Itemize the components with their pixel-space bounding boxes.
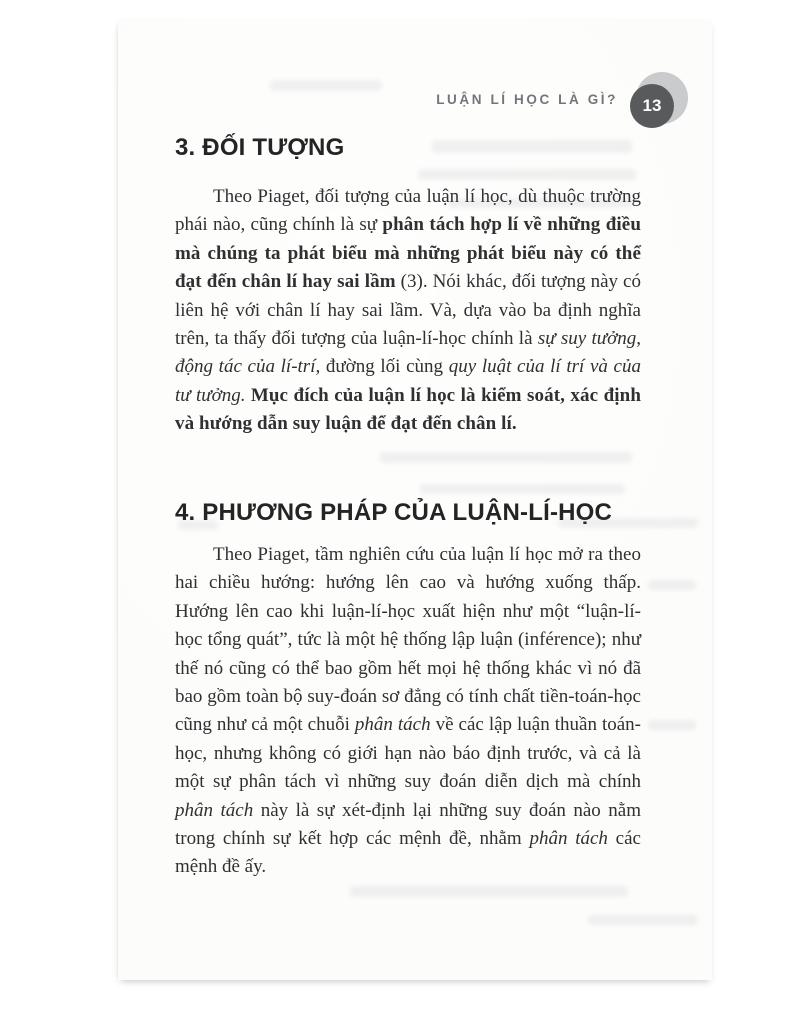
section-4-paragraph: Theo Piaget, tầm nghiên cứu của luận lí học mở ra theo hai chiều hướng: hướng lên cao và hướng xuống thấp. Hướng lên cao khi luận-lí-học xuất hiện như một “luận-lí-học tổng quát”, tức là một hệ thống lập luận (inférence); như thế nó cũng có thể bao gồm hết mọi hệ thống khác vì nó đã bao gồm toàn bộ suy-đoán sơ đẳng có tính chất tiền-toán-học cũng như cả một chuỗi phân tách về các lập luận thuần toán-học, nhưng không có giới hạn nào báo định trước, và cả là một sự phân tách vì những suy đoán diễn dịch mà chính phân tách này là sự xét-định lại những suy đoán nào nằm trong chính sự kết hợp các mệnh đề, nhằm phân tách các mệnh đề ấy. — [175, 544, 641, 878]
page-sheet — [118, 20, 712, 980]
bleedthrough-artifact — [648, 580, 696, 590]
section-heading-3: 3. ĐỐI TƯỢNG — [175, 134, 345, 161]
bleedthrough-artifact — [380, 452, 632, 463]
running-head — [118, 72, 688, 128]
bleedthrough-artifact — [588, 915, 698, 925]
bleedthrough-artifact — [432, 140, 632, 153]
page-number: 13 — [642, 96, 662, 115]
running-head-title: LUẬN LÍ HỌC LÀ GÌ? — [436, 91, 618, 107]
page-number-badge — [630, 72, 688, 128]
section-heading-4: 4. PHƯƠNG PHÁP CỦA LUẬN-LÍ-HỌC — [175, 499, 613, 526]
badge-foreground-circle — [630, 84, 674, 128]
bleedthrough-artifact — [420, 484, 625, 494]
section-3-paragraph: Theo Piaget, đối tượng của luận lí học, dù thuộc trường phái nào, cũng chính là sự phân tách hợp lí về những điều mà chúng ta phát biểu mà những phát biểu này có thể đạt đến chân lí hay sai lầm (3). Nói khác, đối tượng này có liên hệ với chân lí hay sai lầm. Và, dựa vào ba định nghĩa trên, ta thấy đối tượng của luận-lí-học chính là sự suy tưởng, động tác của lí-trí, đường lối cùng quy luật của lí trí và của tư tưởng. Mục đích của luận lí học là kiểm soát, xác định và hướng dẫn suy luận để đạt đến chân lí. — [175, 186, 641, 435]
bleedthrough-artifact — [418, 169, 636, 180]
bleedthrough-artifact — [648, 720, 696, 730]
bleedthrough-artifact — [350, 886, 628, 897]
